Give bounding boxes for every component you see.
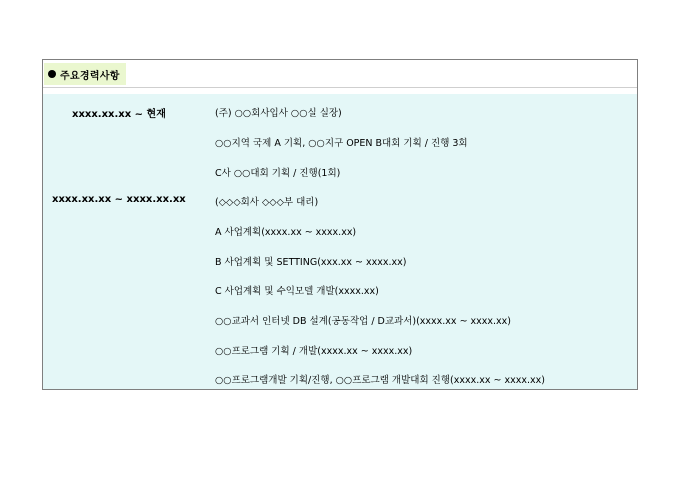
section-title: 주요경력사항 [60, 70, 120, 82]
career-line: ○○프로그램개발 기획/진행, ○○프로그램 개발대회 진행(xxxx.xx ~ xxxx.xx) [215, 375, 545, 386]
career-period-1: xxxx.xx.xx ~ 현재 [72, 109, 166, 120]
career-section [42, 59, 638, 390]
career-line: B 사업계획 및 SETTING(xxx.xx ~ xxxx.xx) [215, 257, 407, 268]
career-line: ○○지역 국제 A 기획, ○○지구 OPEN B대회 기획 / 진행 3회 [215, 138, 468, 149]
career-line: C사 ○○대회 기획 / 진행(1회) [215, 168, 341, 179]
career-line: A 사업계획(xxxx.xx ~ xxxx.xx) [215, 227, 357, 238]
section-title-cell [44, 63, 126, 85]
career-line: (주) ○○회사입사 ○○실 실장) [215, 108, 342, 119]
career-line: ○○프로그램 기획 / 개발(xxxx.xx ~ xxxx.xx) [215, 346, 413, 357]
career-line: ○○교과서 인터넷 DB 설계(공동작업 / D교과서)(xxxx.xx ~ xxxx.xx) [215, 316, 512, 327]
career-body [43, 94, 637, 389]
bullet-icon [48, 70, 56, 78]
career-line: (◇◇◇회사 ◇◇◇부 대리) [215, 197, 319, 208]
section-header [43, 60, 637, 88]
career-period-2: xxxx.xx.xx ~ xxxx.xx.xx [52, 194, 186, 205]
career-line: C 사업계획 및 수익모델 개발(xxxx.xx) [215, 286, 379, 297]
